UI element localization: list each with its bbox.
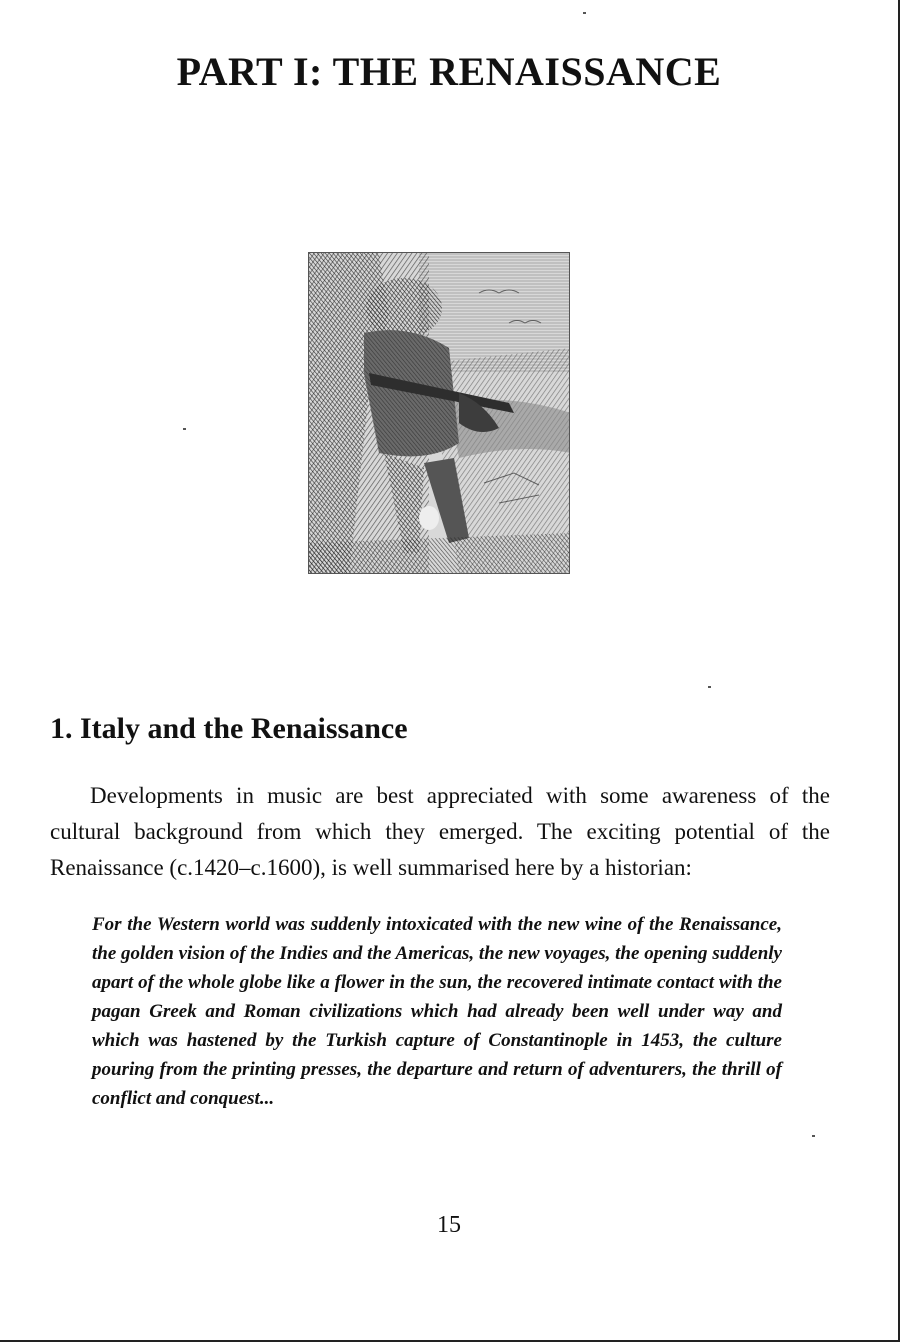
scan-speck xyxy=(583,12,586,14)
body-paragraph: Developments in music are best appreciated with some awareness of the cultural background from which they emerged. The exciting potential of the Renaissance (c.1420–c.1600), is well summarised here by a historian: xyxy=(50,783,830,880)
section-heading: 1. Italy and the Renaissance xyxy=(50,712,408,745)
woodcut-engraving-illustration xyxy=(308,252,570,574)
part-title: PART I: THE RENAISSANCE xyxy=(176,49,722,94)
block-quote: For the Western world was suddenly intoxicated with the new wine of the Renaissance, the golden vision of the Indies and the Americas, the new voyages, the opening suddenly apart of the whole globe like a flower in the sun, the recovered intimate contact with the pagan Greek and Roman civilizations which had already been well under way and which was hastened by the Turkish capture of Constantinople in 1453, the culture pouring from the printing presses, the departure and return of adventurers, the thrill of conflict and conquest... xyxy=(92,914,782,1109)
scan-speck xyxy=(708,686,711,688)
scan-speck xyxy=(812,1135,815,1137)
scan-speck xyxy=(183,428,186,430)
page-number: 15 xyxy=(437,1212,461,1238)
